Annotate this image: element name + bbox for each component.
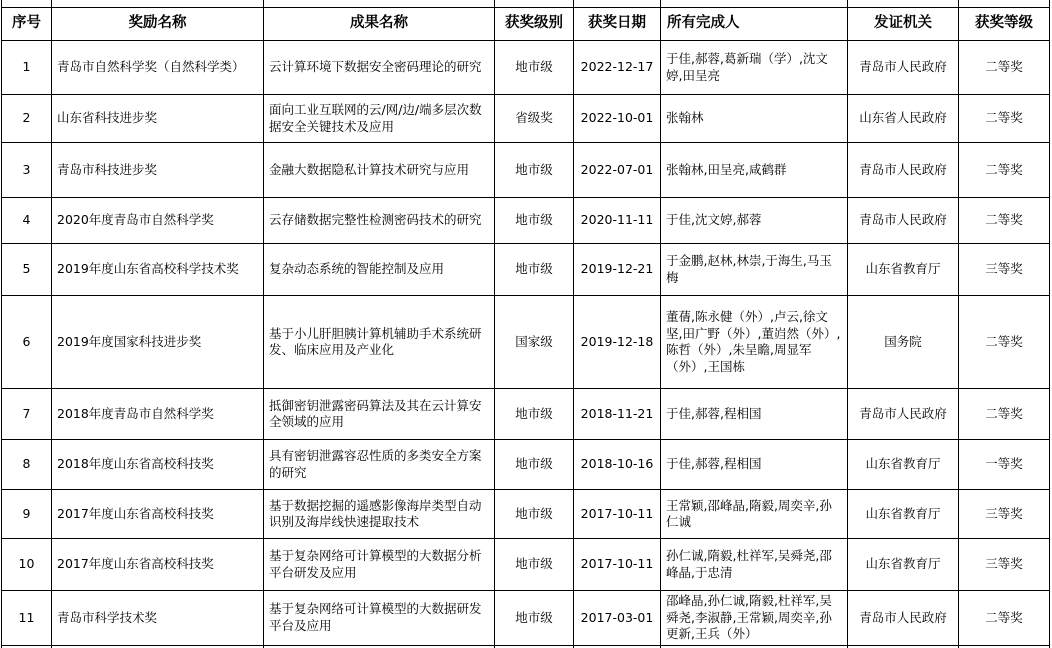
cell-award-grade: 一等奖 (959, 440, 1050, 490)
cell-award-grade: 二等奖 (959, 41, 1050, 95)
cell-issuing-authority: 青岛市人民政府 (848, 591, 959, 646)
cell-index: 10 (2, 539, 52, 591)
sliver-cell (661, 0, 848, 8)
cell-award-grade: 三等奖 (959, 539, 1050, 591)
cell-award-date: 2017-10-11 (574, 490, 661, 539)
cell-issuing-authority: 山东省教育厅 (848, 244, 959, 296)
table-row (2, 591, 1050, 646)
awards-table (1, 0, 1050, 648)
cell-award-grade: 二等奖 (959, 591, 1050, 646)
cell-award-date: 2022-07-01 (574, 143, 661, 198)
cell-achievement-name: 金融大数据隐私计算技术研究与应用 (264, 143, 495, 198)
sliver-cell (848, 0, 959, 8)
cell-issuing-authority: 山东省教育厅 (848, 440, 959, 490)
cell-contributors: 张翰林 (661, 95, 848, 143)
cell-index: 11 (2, 591, 52, 646)
cell-award-date: 2022-10-01 (574, 95, 661, 143)
cell-award-level: 地市级 (495, 389, 574, 440)
cell-award-level: 地市级 (495, 440, 574, 490)
sliver-cell (52, 0, 264, 8)
cell-award-level: 地市级 (495, 244, 574, 296)
cell-award-date: 2019-12-18 (574, 296, 661, 389)
cell-award-level: 地市级 (495, 490, 574, 539)
cell-contributors: 于金鹏,赵林,林崇,于海生,马玉梅 (661, 244, 848, 296)
cell-contributors: 于佳,郝蓉,葛新瑞（学）,沈文婷,田呈亮 (661, 41, 848, 95)
cell-achievement-name: 具有密钥泄露容忍性质的多类安全方案的研究 (264, 440, 495, 490)
cell-index: 1 (2, 41, 52, 95)
cell-award-grade: 二等奖 (959, 389, 1050, 440)
cell-award-date: 2017-10-11 (574, 539, 661, 591)
cell-award-name: 2017年度山东省高校科技奖 (52, 490, 264, 539)
column-header-contributors: 所有完成人 (661, 8, 848, 41)
cell-issuing-authority: 青岛市人民政府 (848, 41, 959, 95)
column-header-award-grade: 获奖等级 (959, 8, 1050, 41)
cell-issuing-authority: 青岛市人民政府 (848, 198, 959, 244)
cell-achievement-name: 云存储数据完整性检测密码技术的研究 (264, 198, 495, 244)
cell-award-date: 2018-11-21 (574, 389, 661, 440)
cell-achievement-name: 复杂动态系统的智能控制及应用 (264, 244, 495, 296)
cell-award-name: 2018年度山东省高校科技奖 (52, 440, 264, 490)
cell-award-grade: 二等奖 (959, 296, 1050, 389)
table-row (2, 95, 1050, 143)
table-header-row (2, 8, 1050, 41)
cell-contributors: 董蒨,陈永健（外）,卢云,徐文坚,田广野（外）,董岿然（外）,陈哲（外）,朱呈瞻,周显军（外）,王国栋 (661, 296, 848, 389)
sliver-cell (574, 0, 661, 8)
column-header-issuing-authority: 发证机关 (848, 8, 959, 41)
column-header-award-date: 获奖日期 (574, 8, 661, 41)
cell-index: 7 (2, 389, 52, 440)
cell-award-name: 2018年度青岛市自然科学奖 (52, 389, 264, 440)
column-header-index: 序号 (2, 8, 52, 41)
cell-award-grade: 二等奖 (959, 198, 1050, 244)
cell-award-name: 2019年度国家科技进步奖 (52, 296, 264, 389)
column-header-achievement-name: 成果名称 (264, 8, 495, 41)
cell-issuing-authority: 山东省人民政府 (848, 95, 959, 143)
cell-contributors: 于佳,郝蓉,程相国 (661, 389, 848, 440)
awards-table-body (2, 0, 1050, 648)
cell-contributors: 于佳,郝蓉,程相国 (661, 440, 848, 490)
cell-award-grade: 二等奖 (959, 143, 1050, 198)
cell-index: 3 (2, 143, 52, 198)
cell-award-level: 国家级 (495, 296, 574, 389)
cell-award-name: 2019年度山东省高校科学技术奖 (52, 244, 264, 296)
cell-contributors: 张翰林,田呈亮,咸鹤群 (661, 143, 848, 198)
sliver-cell (495, 0, 574, 8)
cell-issuing-authority: 山东省教育厅 (848, 490, 959, 539)
cell-award-date: 2019-12-21 (574, 244, 661, 296)
cell-award-date: 2017-03-01 (574, 591, 661, 646)
cell-award-date: 2018-10-16 (574, 440, 661, 490)
cell-index: 2 (2, 95, 52, 143)
column-header-award-name: 奖励名称 (52, 8, 264, 41)
sliver-cell (2, 0, 52, 8)
cell-award-grade: 三等奖 (959, 490, 1050, 539)
table-row (2, 539, 1050, 591)
cell-index: 4 (2, 198, 52, 244)
sliver-cell (264, 0, 495, 8)
cell-award-name: 2017年度山东省高校科技奖 (52, 539, 264, 591)
cell-issuing-authority: 国务院 (848, 296, 959, 389)
cell-award-level: 地市级 (495, 143, 574, 198)
cell-award-level: 地市级 (495, 539, 574, 591)
cell-contributors: 邵峰晶,孙仁诚,隋毅,杜祥军,吴舜尧,李淑静,王常颖,周奕辛,孙更新,王兵（外） (661, 591, 848, 646)
cell-award-level: 省级奖 (495, 95, 574, 143)
cell-award-date: 2020-11-11 (574, 198, 661, 244)
table-row (2, 143, 1050, 198)
table-row (2, 440, 1050, 490)
cell-award-date: 2022-12-17 (574, 41, 661, 95)
cell-issuing-authority: 青岛市人民政府 (848, 143, 959, 198)
column-header-award-level: 获奖级别 (495, 8, 574, 41)
cell-index: 5 (2, 244, 52, 296)
cell-achievement-name: 云计算环境下数据安全密码理论的研究 (264, 41, 495, 95)
cell-award-name: 青岛市科学技术奖 (52, 591, 264, 646)
cell-achievement-name: 抵御密钥泄露密码算法及其在云计算安全领域的应用 (264, 389, 495, 440)
sliver-cell (959, 0, 1050, 8)
table-row (2, 244, 1050, 296)
cell-award-name: 2020年度青岛市自然科学奖 (52, 198, 264, 244)
cell-contributors: 王常颖,邵峰晶,隋毅,周奕辛,孙仁诚 (661, 490, 848, 539)
cell-award-name: 青岛市自然科学奖（自然科学类） (52, 41, 264, 95)
cell-achievement-name: 基于复杂网络可计算模型的大数据研发平台及应用 (264, 591, 495, 646)
cell-index: 8 (2, 440, 52, 490)
table-row (2, 41, 1050, 95)
cell-award-level: 地市级 (495, 591, 574, 646)
cell-award-grade: 二等奖 (959, 95, 1050, 143)
cell-index: 6 (2, 296, 52, 389)
table-row (2, 490, 1050, 539)
table-row (2, 389, 1050, 440)
cell-achievement-name: 基于复杂网络可计算模型的大数据分析平台研发及应用 (264, 539, 495, 591)
cell-award-grade: 三等奖 (959, 244, 1050, 296)
cell-achievement-name: 基于小儿肝胆胰计算机辅助手术系统研发、临床应用及产业化 (264, 296, 495, 389)
table-row (2, 296, 1050, 389)
cell-issuing-authority: 青岛市人民政府 (848, 389, 959, 440)
cell-award-level: 地市级 (495, 41, 574, 95)
cell-award-name: 青岛市科技进步奖 (52, 143, 264, 198)
table-row (2, 198, 1050, 244)
cell-contributors: 孙仁诚,隋毅,杜祥军,吴舜尧,邵峰晶,于忠清 (661, 539, 848, 591)
cell-achievement-name: 面向工业互联网的云/网/边/端多层次数据安全关键技术及应用 (264, 95, 495, 143)
cell-award-name: 山东省科技进步奖 (52, 95, 264, 143)
table-top-sliver-row (2, 0, 1050, 8)
cell-award-level: 地市级 (495, 198, 574, 244)
cell-achievement-name: 基于数据挖掘的遥感影像海岸类型自动识别及海岸线快速提取技术 (264, 490, 495, 539)
cell-index: 9 (2, 490, 52, 539)
cell-issuing-authority: 山东省教育厅 (848, 539, 959, 591)
cell-contributors: 于佳,沈文婷,郝蓉 (661, 198, 848, 244)
